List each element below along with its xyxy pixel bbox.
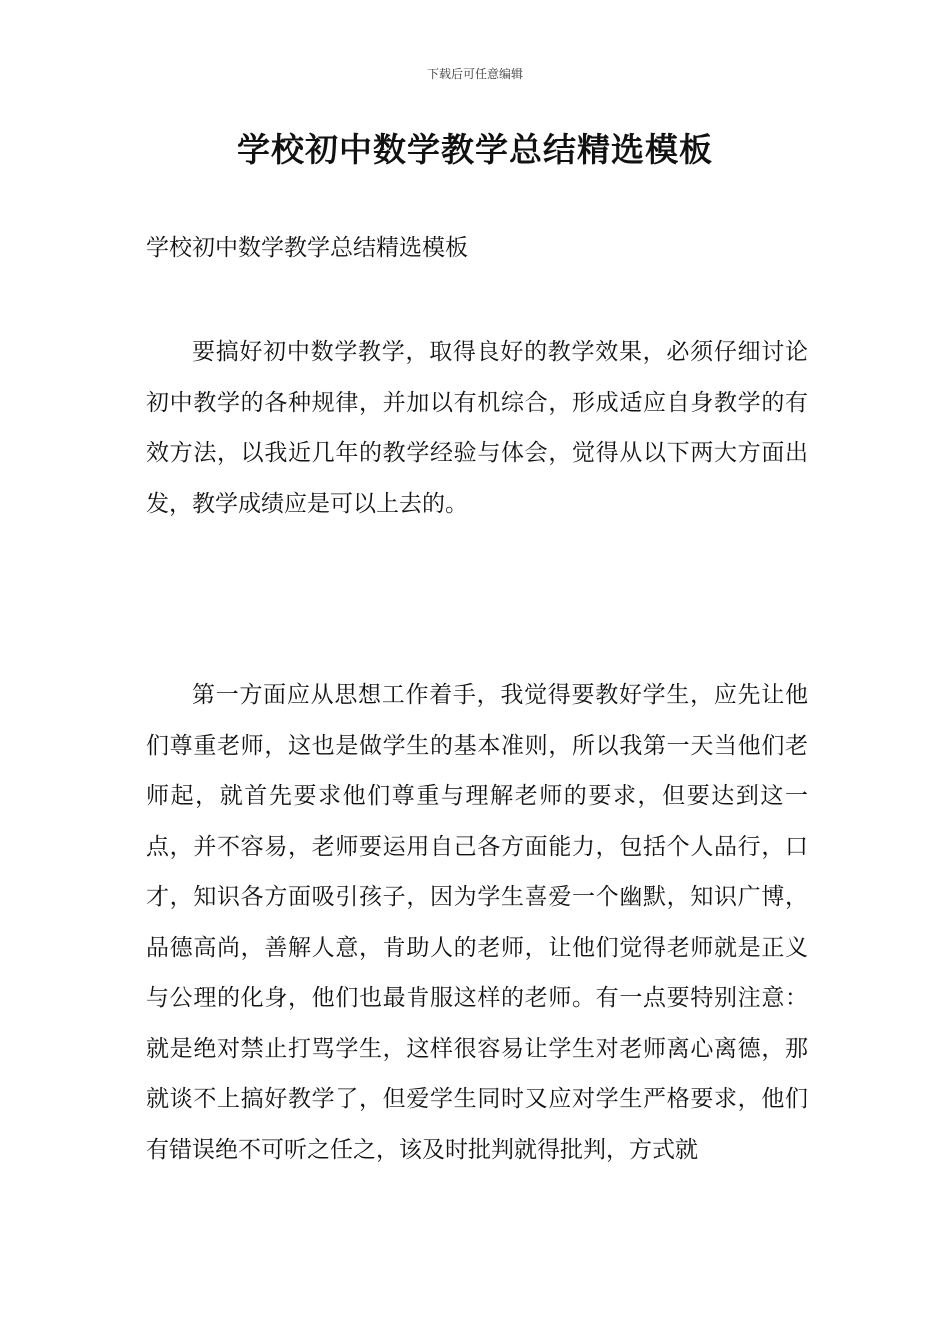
document-subtitle: 学校初中数学教学总结精选模板 (146, 235, 468, 261)
body-paragraph: 第一方面应从思想工作着手，我觉得要教好学生，应先让他们尊重老师，这也是做学生的基本准则，所以我第一天当他们老师起，就首先要求他们尊重与理解老师的要求，但要达到这一点，并不容易，老师要运用自己各方面能力，包括个人品行，口才，知识各方面吸引孩子，因为学生喜爱一个幽默，知识广博，品德高尚，善解人意，肯助人的老师，让他们觉得老师就是正义与公理的化身，他们也最肯服这样的老师。有一点要特别注意：就是绝对禁止打骂学生，这样很容易让学生对老师离心离德，那就谈不上搞好教学了，但爱学生同时又应对学生严格要求，他们有错误绝不可听之任之，该及时批判就得批判，方式就 (146, 682, 808, 1163)
body-paragraph: 要搞好初中数学教学，取得良好的教学效果，必须仔细讨论初中教学的各种规律，并加以有机综合，形成适应自身教学的有效方法，以我近几年的教学经验与体会，觉得从以下两大方面出发，教学成绩应是可以上去的。 (146, 339, 808, 517)
document-title: 学校初中数学教学总结精选模板 (237, 130, 713, 169)
header-note: 下载后可任意编辑 (426, 67, 523, 81)
